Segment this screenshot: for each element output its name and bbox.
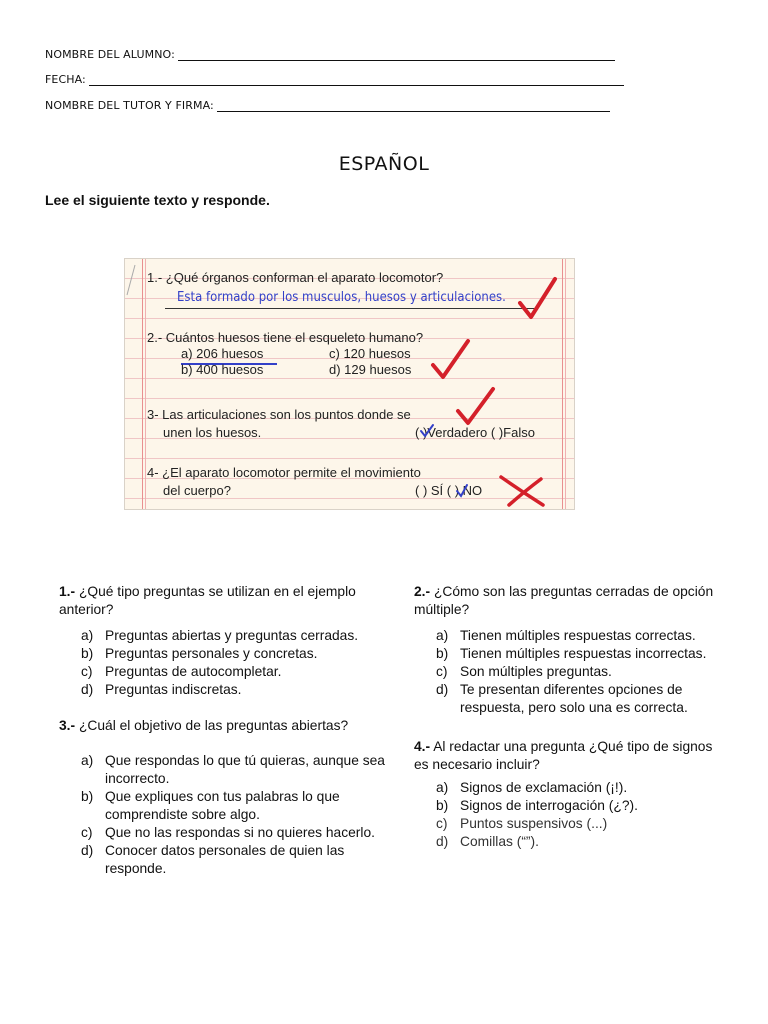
student-name-field[interactable] bbox=[178, 49, 615, 61]
nb-answer-1: Esta formado por los musculos, huesos y articulaciones. bbox=[177, 290, 506, 305]
student-name-line bbox=[45, 48, 615, 61]
tutor-line bbox=[45, 99, 610, 112]
question-2 bbox=[414, 583, 714, 619]
student-name-label: NOMBRE DEL ALUMNO: bbox=[45, 48, 175, 61]
nb-q2-option-d: d) 129 huesos bbox=[329, 362, 412, 377]
small-check-icon bbox=[419, 423, 435, 439]
question-3 bbox=[59, 717, 389, 735]
option-item[interactable]: d) Preguntas indiscretas. bbox=[81, 682, 242, 697]
question-3-options bbox=[81, 752, 391, 878]
instruction-text: Lee el siguiente texto y responde. bbox=[45, 192, 270, 208]
option-item[interactable]: b) Signos de interrogación (¿?). bbox=[436, 798, 638, 813]
date-label: FECHA: bbox=[45, 73, 86, 86]
option-item[interactable]: c) Que no las respondas si no quieres hacerlo. bbox=[81, 825, 375, 840]
check-mark-icon bbox=[430, 337, 472, 383]
option-item[interactable]: a) Preguntas abiertas y preguntas cerradas. bbox=[81, 628, 359, 643]
small-check-icon bbox=[455, 483, 469, 499]
nb-q4-options: ( ) SÍ ( ) NO bbox=[415, 483, 483, 498]
nb-q2-option-c: c) 120 huesos bbox=[329, 346, 411, 361]
question-4-text: Al redactar una pregunta ¿Qué tipo de signos es necesario incluir? bbox=[414, 739, 713, 772]
nb-question-4-line1: 4- ¿El aparato locomotor permite el movimiento bbox=[147, 465, 421, 480]
question-3-text: ¿Cuál el objetivo de las preguntas abiertas? bbox=[78, 718, 349, 733]
option-item[interactable]: a) Tienen múltiples respuestas correctas. bbox=[436, 628, 696, 643]
option-item[interactable]: d) Comillas (“”). bbox=[436, 834, 539, 849]
nb-q2-option-b: b) 400 huesos bbox=[181, 362, 264, 377]
question-2-number: 2.- bbox=[414, 584, 431, 599]
option-item[interactable]: a) Que respondas lo que tú quieras, aunque sea incorrecto. bbox=[81, 753, 385, 786]
notebook-example-image bbox=[124, 258, 575, 510]
question-1-number: 1.- bbox=[59, 584, 76, 599]
question-2-options bbox=[436, 627, 746, 717]
page-title: ESPAÑOL bbox=[338, 153, 430, 175]
nb-question-3-line2: unen los huesos. bbox=[163, 425, 262, 440]
nb-answer-underline bbox=[165, 308, 535, 309]
nb-q3-options: ( )Verdadero ( )Falso bbox=[415, 425, 535, 440]
tutor-signature-field[interactable] bbox=[217, 100, 610, 112]
date-field[interactable] bbox=[89, 74, 624, 86]
question-1 bbox=[59, 583, 389, 619]
check-mark-icon bbox=[455, 385, 497, 429]
question-1-options bbox=[81, 627, 401, 699]
nb-question-2: 2.- Cuántos huesos tiene el esqueleto humano? bbox=[147, 330, 424, 345]
notebook-right-margin bbox=[562, 259, 563, 509]
question-3-number: 3.- bbox=[59, 718, 76, 733]
question-4 bbox=[414, 738, 714, 774]
option-item[interactable]: d) Conocer datos personales de quien las responde. bbox=[81, 843, 345, 876]
option-item[interactable]: c) Preguntas de autocompletar. bbox=[81, 664, 282, 679]
option-item[interactable]: d) Te presentan diferentes opciones de respuesta, pero solo una es correcta. bbox=[436, 682, 688, 715]
nb-q2-option-a: a) 206 huesos bbox=[181, 346, 264, 361]
question-4-number: 4.- bbox=[414, 739, 431, 754]
nb-question-4-line2: del cuerpo? bbox=[163, 483, 231, 498]
option-item[interactable]: c) Puntos suspensivos (...) bbox=[436, 816, 608, 831]
date-line bbox=[45, 73, 624, 86]
question-4-options bbox=[436, 779, 746, 851]
check-mark-icon bbox=[517, 275, 559, 323]
option-item[interactable]: b) Que expliques con tus palabras lo que comprendiste sobre algo. bbox=[81, 789, 340, 822]
option-item[interactable]: c) Son múltiples preguntas. bbox=[436, 664, 612, 679]
cross-mark-icon bbox=[497, 473, 547, 509]
question-2-text: ¿Cómo son las preguntas cerradas de opción múltiple? bbox=[414, 584, 714, 617]
option-item[interactable]: b) Tienen múltiples respuestas incorrectas. bbox=[436, 646, 707, 661]
nb-question-3-line1: 3- Las articulaciones son los puntos donde se bbox=[147, 407, 411, 422]
tutor-label: NOMBRE DEL TUTOR Y FIRMA: bbox=[45, 99, 214, 112]
option-item[interactable]: b) Preguntas personales y concretas. bbox=[81, 646, 318, 661]
question-1-text: ¿Qué tipo preguntas se utilizan en el ejemplo anterior? bbox=[59, 584, 356, 617]
option-item[interactable]: a) Signos de exclamación (¡!). bbox=[436, 780, 628, 795]
nb-question-1: 1.- ¿Qué órganos conforman el aparato locomotor? bbox=[147, 270, 444, 285]
